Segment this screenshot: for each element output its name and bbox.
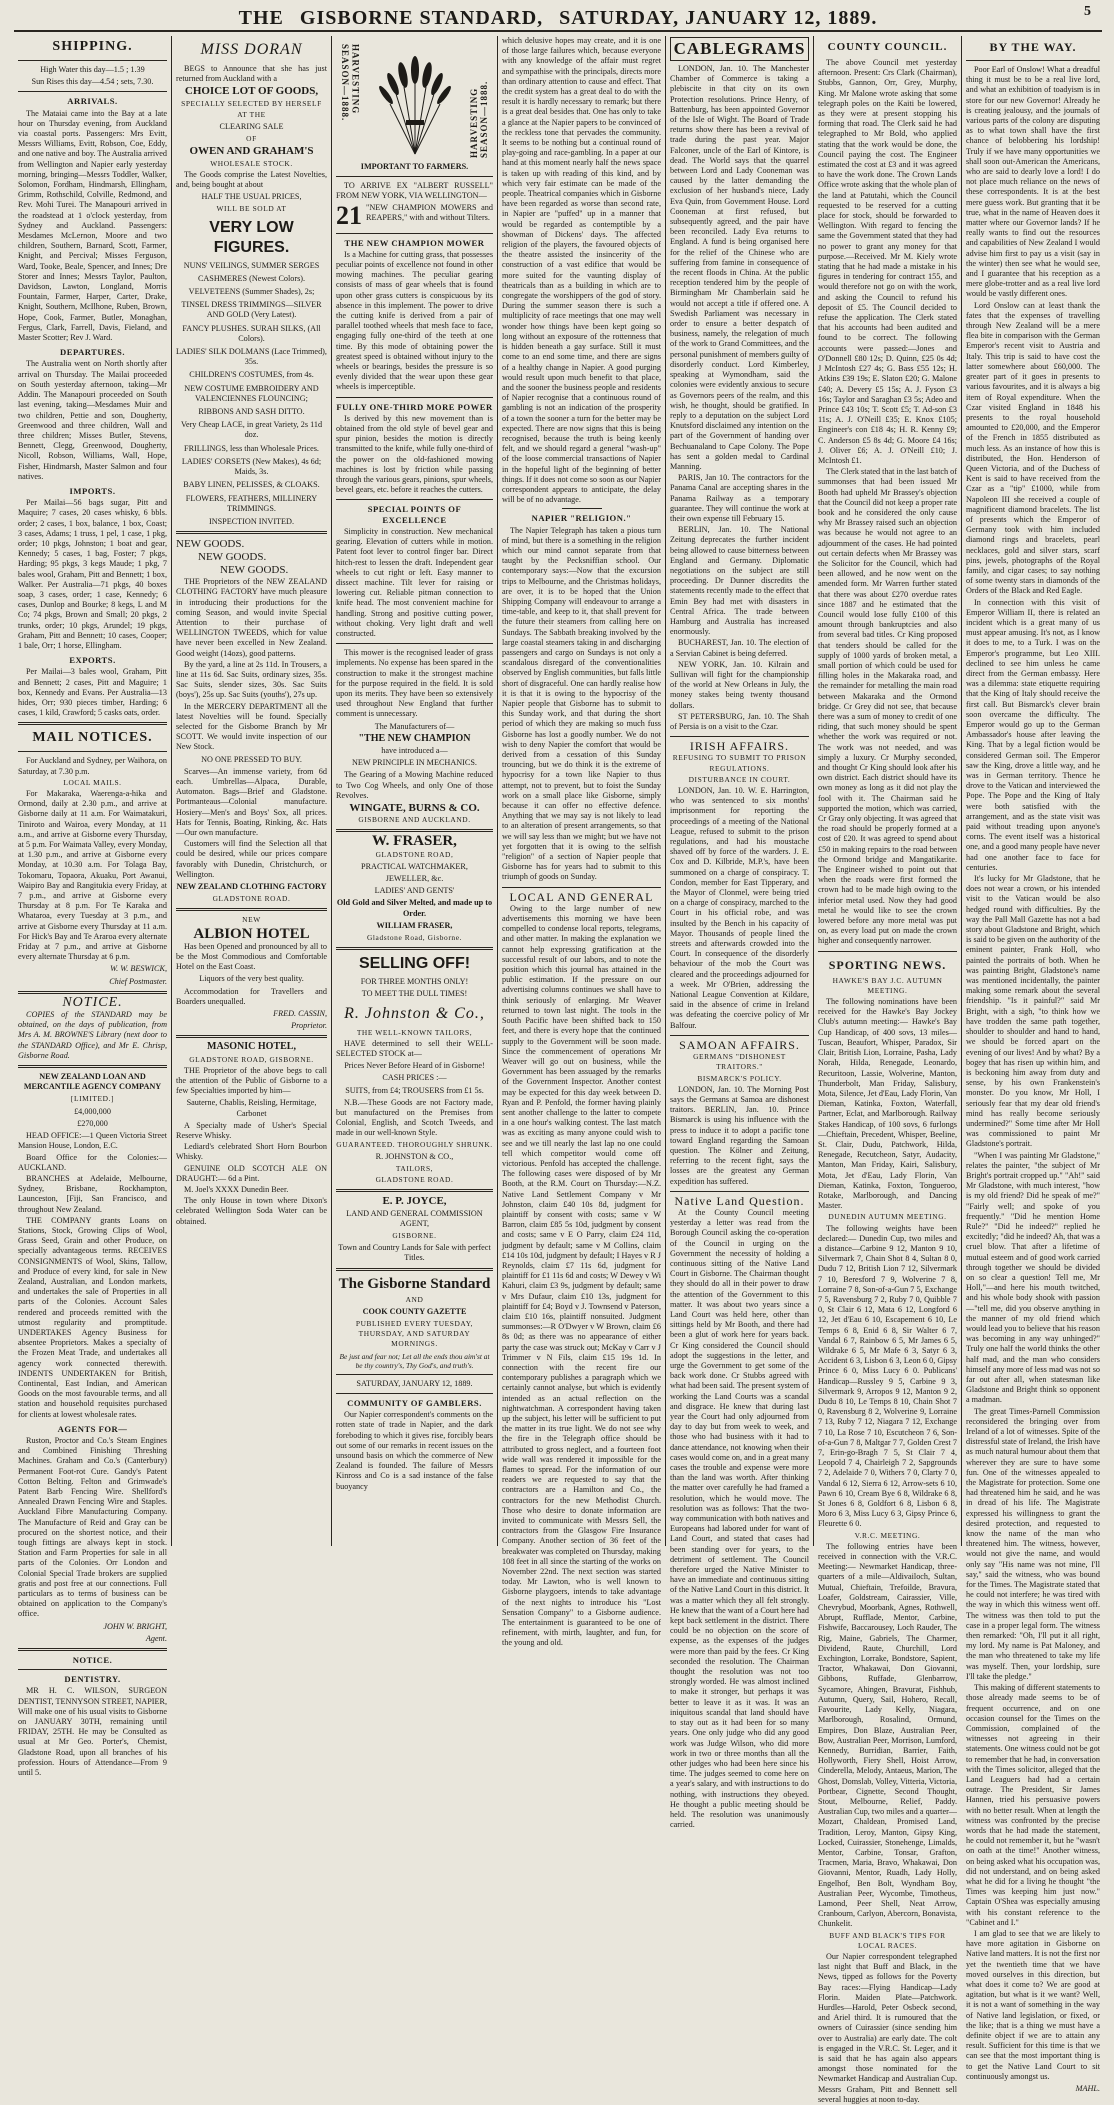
shipping-heading: SHIPPING. xyxy=(52,39,133,54)
inspection-invited: INSPECTION INVITED. xyxy=(208,516,295,526)
nz-clothing-factory: NEW ZEALAND CLOTHING FACTORY xyxy=(176,882,327,891)
fraser-address: GLADSTONE ROAD, xyxy=(375,849,454,859)
mail-text-1: For Auckland and Sydney, per Waihora, on Saturday, at 7.30 p.m. xyxy=(18,756,167,776)
rj-title: TAILORS, xyxy=(395,1164,434,1174)
brand-text-left: HARVESTING SEASON—1888. xyxy=(340,44,361,122)
arrive-text: TO ARRIVE EX "ALBERT RUSSELL" FROM NEW YORK, VIA WELLINGTON— xyxy=(336,181,493,201)
agents-text: Ruston, Proctor and Co.'s Steam Engines and Combined Finishing Threshing Machines. Graham and Co.'s (Canterbury) Permanent Foot-rot Cure. Gandy's Patent Cotton Belting. Felton and Grimwade's Patent Barb Fencing Wire. Shellford's Annealed Drawn Fencing Wire and Staples. Auckland Fibre Manufacturing Company. The Manufacture of Reid and Gray can be procured on the shortest notice, and their tough fittings are always kept in stock. Station and Farm Properties for sale in all parts of the Colonies. Orr London and Colonial Special Trade brokers are supplied gratis and post free at our connections. Full particulars as to terms of business can be obtained on application to the Company's office. xyxy=(18,1435,167,1619)
new-goods-1: NEW GOODS. xyxy=(176,538,245,551)
tides-line: High Water this day—1.5 ; 1.39 xyxy=(40,65,145,74)
local-general-text: Owing to the large number of new advertisements this morning we have been compelled to condense local reports, telegrams, and other matter. In making the explanation we cannot help expressing gratification at the successful result of our labors, and to note the position which this journal has attained in the public estimation. If the pressure on our advertising columns continues we shall have to think seriously of enlarging. Mr Weaver returned to town last night. The tools in the South Pacific have been shifted back to 150 feet, and there is every hope that the continued supply to the Government will be soon made. Since the commencement of operations Mr Weaver will go out on business, while the Government has been assuaged by the remarks of the Government Inspector. Another contest may be expected for this day week between D. Ryan and P. Penfold, the former having plainly sent another challenge to the latter to compete in a one hour's walking contest. The last match was as exciting as many anyone could wish to see and we till nearly the last lap no one could tell which competitor would come off victorious. Penfold has accepted the challenge. The following cases were disposed of by Mr Booth, at the R.M. Court on Thursday:—N.Z. Native Land Settlement Company v Mr Johnston, claim £40 10s 8d, judgment for plaintiff by consent with costs; same v W Barron, claim £85 5s 10d, judgment by consent and costs; same v E O Parry, claim £24 11d, judgment by default; same v M Collins, claim £14 10s 10d, judgment by default; I Hayes v R J Reynolds, claim £7 11s 6d, judgment for plaintiff for £1 11s 6d and costs; W Dewey v Wi Kahuri, claim £3 9s, judgment by default; same v Mrs Dufaur, claim £10 13s, judgment for plaintiff for £4; Boyd v J. Townsend v Paterson, claim £10 16s, plaintiff nonsuited. Judgment summonses:—R O'Dwyer v W Brown, claim £6 8s 0d; as there was no appearance of either party the case was struck out; McKay v Carr v J Trimmer v N Fils, claim £15 19s 1d. In connection with the recent fire our contemporary publishes a paragraph which we certainly cannot analyse, but which is evidently intended as an actual reflection on the nightwatchman. A correspondent having taken up the subject, his letter will be sufficient to put the matter in its true light. We do not see why the fire in the Telegraph office should be attributed to gross neglect, and a fourteen foot wide wall was rendered it impossible for the flames to spread. For the information of our readers we are requested to say that the contractors are a Hamilton and Co., the contractors for the new Methodist Church. Those who desire to donate information are invited to communicate with Messrs Sell, the contractors from the Glasgow Fire Insurance Company. Another section of 36 feet of the breakwater was completed on Thursday, making 108 feet in all since the starting of the works on November 22nd. The next section was started today. Mr Lawton, who is well known to Gisborne playgoers, intends to take advantage of the next nights to introduce his "Lost Sensation Company" to a Gisborne audience. The entertainment is guaranteed to be one of refinement, with mirth, laughter, and fun, for the young and old. xyxy=(502,903,661,1648)
albion-new: NEW xyxy=(242,915,261,925)
published-days: PUBLISHED EVERY TUESDAY, THURSDAY, AND SATURDAY MORNINGS. xyxy=(355,1319,474,1349)
well-known-tailors: THE WELL-KNOWN TAILORS, xyxy=(356,1027,473,1037)
board-office: Board Office for the Colonies:—AUCKLAND. xyxy=(18,1152,167,1172)
fully-heading: FULLY ONE-THIRD MORE POWER xyxy=(336,401,493,412)
rj-signature: R. JOHNSTON & CO., xyxy=(375,1151,454,1161)
by-the-way-6: The great Times-Parnell Commission reconsidered the bringing over from Ireland of a lot of witnesses. Spite of the distressful state of Ireland, the Irish have as much natural humour about them that wherever they are sure to have some fun. One of the witnesses appealed to the Magistrate for protection. Some one had threatened him he said, and he was in dread of his life. The Magistrate expressed his willingness to grant the desired protection, and requested to know the name of the man who threatened him. The witness, however, would not give the name, and would only say "His name was not mine, I'll say," said the witness, who was bound for the Times. The Magistrate stated that he could not interfere; he was tired with the way in which this witness went off. The witness was then told to put the case in a proper legal form. The witness then remarked: "Oh, I'll put it all right, my lord. My name is Pat Maloney, and the man who threatened to take my life was myself. Then, your lordship, sure I'll take the pledge." xyxy=(966,1406,1100,1681)
issue-date: SATURDAY, JANUARY 12, 1889. xyxy=(356,1378,473,1388)
by-the-way-5: "When I was painting Mr Gladstone," relates the painter, "the subject of Mr Bright's portrait cropped up." "Ah!" said Mr Gladstone, with much interest, "how is my old friend? Did he speak of me?" "Fairly well; and spoke of you frequently." "Did he mention Home Rule?" "Did he indeed?" replied he excitedly; "did he indeed? Ah, that was a cruel blow. That after a lifetime of mutual esteem and of good work carried through together we should be divided on so clear a question! Tell me, Mr Holl,"—and here his mouth twitched, and his whole body shook with passion—"tell me, did you observe anything in the manner of my old friend which would lead you to believe that his reason was becoming in any way unhinged?" Truly one half the world thinks the other half mad, and the man who considers himself any more of less mad was not so far out after all, when statesman like Gladstone and Bright think so opponent a madman. xyxy=(966,1150,1100,1405)
doran-item: LADIES' CORSETS (New Makes), 4s 6d; Maids, 3s. xyxy=(181,456,322,477)
hawkes-bay-heading: HAWKE'S BAY J.C. AUTUMN MEETING. xyxy=(832,975,943,995)
column-5 xyxy=(666,36,814,1830)
quantity-21: 21 xyxy=(336,200,362,230)
masthead-the: THE xyxy=(238,6,284,29)
johnston-text: HAVE determined to sell their WELL-SELECTED STOCK at— xyxy=(336,1038,493,1059)
manufacturers: The Manufacturers of— xyxy=(374,721,455,731)
owen-graham: OWEN AND GRAHAM'S xyxy=(189,145,314,158)
joyce-heading: E. P. JOYCE, xyxy=(382,1195,447,1208)
dunedin-heading: DUNEDIN AUTUMN MEETING. xyxy=(828,1212,947,1222)
gisborne-standard-title: The Gisborne Standard xyxy=(338,1275,491,1292)
wheat-sheaf-icon xyxy=(374,42,456,154)
exports-heading: EXPORTS. xyxy=(69,655,116,666)
cable-bucharest: BUCHAREST, Jan. 10. The election of a Servian Cabinet is being deferred. xyxy=(670,638,809,658)
dentistry-heading: DENTISTRY. xyxy=(64,1674,121,1685)
albion-accommodation: Accommodation for Travellers and Boarders unequalled. xyxy=(176,986,327,1006)
at-the: AT THE xyxy=(237,109,266,119)
irish-sub: REFUSING TO SUBMIT TO PRISON REGULATIONS. xyxy=(672,753,807,773)
champion-text: "NEW CHAMPION MOWERS and REAPERS," with and without Tilters. xyxy=(366,202,493,222)
by-the-way-2: Lord Onslow can at least thank the fates that the expenses of travelling through New Zealand will be a mere flea bite in comparison with the German Emperor's recent visit to Austria and Italy. This trip is said to have cost the latter somewhere about £60,000. The greater part of it goes in presents to various favourites, and it is always a big item of Royal expenditure. When the Czar visited England in 1848 his presents to the royal household amounted to £20,000, and the Emperor of the French in 1855 distributed as much less. As an instance of how this is distributed, the Hon. Henderson of Queen Victoria, and of the Duchess of Kent is said to have received from the Czar as a "tip" £1000, while from Napoleon III she received a couple of magnificent diamond bracelets. The list of presents which the Emperor of Germany took with him included diamond rings and bracelets, pearl necklaces, gold and silver stars, scarf pins, jewels, photographs of the Royal family, and cigar cases; to say nothing of some twenty stars in diamonds of the Orders of the Black and Red Eagle. xyxy=(966,300,1100,596)
mower-text: Is a Machine for cutting grass, that possesses peculiar points of excellence not found in other mowing machines. The peculiar gearing consists of mass of gear wheels that is found upon other grass cutters is conspicuous by its absence in this implement. The power to drive the cutting knife is derived from a pair of parallel toothed wheels that mesh face to face, engaging fully one-third of the teeth at one time. By this mode of obtaining power the greatest speed is obtained without injury to the wheels or bearings, besides the pressure is so evenly divided that the wear upon these gear wheels is imperceptible. xyxy=(336,249,493,392)
sun-line: Sun Rises this day—4.54 ; sets, 7.30. xyxy=(31,77,154,87)
doran-item: LADIES' SILK DOLMANS (Lace Trimmed), 35s. xyxy=(176,347,327,367)
william-fraser: WILLIAM FRASER, xyxy=(376,920,453,930)
new-champion: "THE NEW CHAMPION xyxy=(358,732,471,744)
albion-text: Has been Opened and pronounced by all to be the Most Commodious and Comfortable Hotel on the East Coast. xyxy=(176,941,327,972)
by-the-yard: By the yard, a line at 2s 11d. In Trousers, a line at 11s 6d. Sac Suits, ordinary sizes, 35s. Sac Suits, slender sizes, 30s. Sac Suits (boys'), 25s up. Sac Suits (youths'), 27s up. xyxy=(176,659,327,700)
watchmaker: PRACTICAL WATCHMAKER, xyxy=(361,861,468,871)
notice2-heading: NOTICE. xyxy=(72,1655,113,1666)
special-points-text: Simplicity in construction. New mechanical gearing. Elevation of cutters while in motion. Patent foot lever to control finger bar. Direct hitch-rest to lessen the draft. Independent gear wheels to cut right or left. Easy manner to dissect machine. Tilt lever for raising or lowering cut. Reliable pitman connection to knife head. The most convenient machine for handling. Strong and positive cutting power, without choking. Very light draft and well constructed. xyxy=(336,526,493,638)
selling-off: SELLING OFF! xyxy=(358,955,471,973)
cash-prices: CASH PRICES :— xyxy=(382,1073,447,1083)
half-prices: HALF THE USUAL PRICES, xyxy=(201,192,302,202)
customers-text: Customers will find the Selection all that could be desired, while our prices compare favorably with Dunedin, Christchurch, or Wellington. xyxy=(176,839,327,879)
guaranteed: GUARANTEED. THOROUGHLY SHRUNK. xyxy=(336,1139,493,1149)
doran-item: FANCY PLUSHES. SURAH SILKS, (All Colors). xyxy=(182,323,321,343)
beer-text: M. Joel's XXXX Dunedin Beer. xyxy=(184,1185,289,1195)
specially-selected: SPECIALLY SELECTED BY HERSELF xyxy=(181,98,322,108)
departures-text: The Australia went on North shortly after arrival on Thursday. The Mailai proceeded on South yesterday afternoon, taking—Mr Addin. The Manapouri proceeded on South last evening, taking—Mesdames Muir and two children, Pettie and son, Dougherty, Greenwood and three children, Wall and three children; Misses Butler, Stevens, Bennett, Clegg, Greenwood, Dougherty, Nicoll, Robson, Williams, Wall, Hope, Fisher, Hindmarsh, Master Salmon and four natives. xyxy=(18,359,167,481)
doran-item-list xyxy=(176,261,327,514)
fully-text: Is derived by this new movement than is obtained from the old style of bevel gear and spur pinion, besides the motion is directly transmitted to the knife, while fully one-third of the power on the old-fashioned mowing machines is lost by friction while passing through the various gears, pinions, spur wheels, bevel gears, etc. before it reaches the cutters. xyxy=(336,413,493,495)
capital-2: £270,000 xyxy=(77,1118,108,1128)
by-the-way-heading: BY THE WAY. xyxy=(989,40,1077,54)
dixon-text: The only House in town where Dixon's celebrated Wellington Soda Water can be obtained. xyxy=(176,1196,327,1226)
local-general-heading: LOCAL AND GENERAL xyxy=(509,889,654,904)
doran-item: BABY LINEN, PELISSES, & CLOAKS. xyxy=(183,480,320,490)
mower-note: This mower is the recognised leader of grass implements. No expense has been spared in the construction to make it the strongest machine for the purpose required in the field. It is sold upon its merits. They have been so extensively used throughout New England that further comment is unnecessary. xyxy=(336,648,493,719)
doran-item: CHILDREN'S COSTUMES, from 4s. xyxy=(189,370,314,380)
column-1 xyxy=(14,36,172,1778)
doran-item: FRILLINGS, less than Wholesale Prices. xyxy=(184,443,319,453)
cable-new-york: NEW YORK, Jan. 10. Kilrain and Sullivan will fight for the championship of the world at New Orleans in July, the money stakes being twenty thousand dollars. xyxy=(670,659,809,710)
prices-never: Prices Never Before Heard of in Gisborne! xyxy=(344,1061,485,1071)
sporting-news-heading: SPORTING NEWS. xyxy=(828,957,947,972)
county-council-text-2: The Clerk stated that in the last batch of summonses that had been issued Mr Booth had upheld Mr Brassey's objection that the Council did not keep a proper rate book and he considered the only cause why Mr Brassey raised such an objection was because he would not agree to an adjournment of the cases. He had pointed out certain defects when Mr Brassey was the Solicitor for the Council, which had been allowed, and he now went on the amended form. Mr Warren further stated that there was about £270 overdue rates since 1887 and he estimated that the Council would lose fully £100 of this amount through bankruptcies and also from several bad titles. Cr King proposed that tenders should be called for the supply of 1000 yards of broken metal, a small portion of which could be used for filling holes in the Makaraka road, and the remainder for metalling the main road between Makaraka and the Ormond bridge. Cr Grey did not see, that because there was a sum of money to credit of one riding, that such money should be spent whether the work was required or not. The work was not needed, and was simply a luxury. Cr Murphy seconded, and thought Cr King should look after his own district. Each district should have its own money as long as it did not play the fool with it. The Chairman said he supported the motion, which was carried, Cr Gray only objecting. It was agreed that the road should be properly formed at a cost of £20. It was agreed to spend about £50 in making repairs to the road between the Ormond bridge and Mangatikarite. The Engineer wished to point out that when the roads were first formed the crown had to be made high owing to the inferior metal used. Now they had good metal he would like to see the crown lowered before any more metal was put on, as every load put on made the crown higher and consequently narrower. xyxy=(818,467,957,946)
harvest-brand xyxy=(336,38,493,158)
napier-religion-text: The Napier Telegraph has taken a pious turn of mind, but there is a something in the religion which our mind cannot separate from that taught by the Pecksniffian school. Our contemporary says:—Now that the excursion trips to Melbourne, and the Christmas holidays, are over, it is to be hoped that the Union Shipping Company will endeavour to arrange a time-table, and keep to it, that shall prevent for the future their steamers from calling here on Sundays. The Sabbath breaking involved by the large coastal steamers taking in and discharging passengers and cargo on Sundays is not only a scandalous disregard of the conventionalities observed by English communities, but falls little short of disgraceful. One can hardly realise how it is that it is owing to the hypocrisy of the Napier people that Gisborne has to submit to this Sunday work, and that during the short period of which they are making so much fuss Gisborne has lost a goodly number. We do not wish to deny Napier the comfort that would be derived from a cessation of this Sunday trouncing, but we do think it is the extreme of hypocrisy for a town like Napier to thus attempt, not to prevent, but to foist the Sunday work on a small place like Gisborne, simply because it can offer no effective defence. Anything that we may say is not likely to lead to an alteration of present arrangements, so that we will say less than we might; but we have not yet forgotten that it is owing to the selfish "religion" of a section of Napier people that Gisborne has for years had to submit to this triumph of goods on Sunday. xyxy=(502,525,661,882)
masonic-address: GLADSTONE ROAD, GISBORNE. xyxy=(189,1054,314,1064)
masthead xyxy=(14,6,1102,32)
nz-clothing-text: THE Proprietors of the NEW ZEALAND CLOTHING FACTORY have much pleasure in introducing their productions for the coming Season, and would invite Special Attention to their purchase of WELLINGTON TWEEDS, which for value have never been excelled in New Zealand. Good weight (14ozs), good patterns. xyxy=(176,577,327,658)
of-label: OF xyxy=(246,134,257,144)
company-text: THE COMPANY grants Loans on Stations, Stock, Growing Clips of Wool, Grass Seed, Grain and other Produce, on specially advantageous terms. RECEIVES CONSIGNMENTS of Wool, Skins, Tallow, and Produce of every kind, for sale in New Zealand, Australian, and London markets, and undertakes the sale of Properties in all parts of the Colonies. Account Sales rendered and proceeds remitted with the utmost regularity and promptitude. UNDERTAKES Agency Business for absentee Proprietors. Makes a specialty of the Frozen Meat Trade, and undertakes all agency work connected therewith. INDENTS UNDERTAKEN for British, Continental, East Indian, and American Goods on the most favourable terms, and all station and household requisites purchased for clients at lowest wholesale rates. xyxy=(18,1215,167,1419)
bismarck-heading: BISMARCK'S POLICY. xyxy=(697,1073,782,1083)
new-goods-3: NEW GOODS. xyxy=(220,564,289,577)
mail-text-2: For Makaraka, Waerenga-a-hika and Ormond, daily at 2.30 p.m., and arrive at Gisborne daily at 11 a.m. For Waimatakuri, Tiniroto and Wairoa, every Monday, at 11 a.m., and arrive at Gisborne every Thursday, at 5 p.m. For Waimata Valley, every Monday, at 1.30 p.m., and arrive at Gisborne every Monday, at 10.30 a.m. For Tolaga Bay, Tokomaru, Topaora, Akuaku, Port Awanui, Waipiro Bay and Rangitukia every Friday, at 7 p.m., and arrive at Gisborne every Thursday at 8 p.m. For Te Karaka and Whataroa, every Tuesday at 3 p.m., and arrive at Gisborne every Thursday at 11 a.m. For Hick's Bay and Te Araroa every alternate Friday at 7 p.m., and arrive at Gisborne every alternate Thursday at 6 p.m. xyxy=(18,789,167,962)
notice-heading: NOTICE. xyxy=(62,994,123,1010)
goods-text: The Goods comprise the Latest Novelties, and, being bought at about xyxy=(176,169,327,190)
cable-berlin: BERLIN, Jan. 10. The National Zeitung deprecates the further incident being allowed to cause bitterness between England and Germany. Diplomatic negotiations on the subject are still proceeding. Dr Dunner discredits the statements recently made to the effect that Emin Bey had met with disasters in Central Africa. The trade between Hamburg and Australia has increased enormously. xyxy=(670,525,809,637)
scarves-text: Scarves—An immense variety, from 6d each. Umbrellas—Alpaca, Durable, Automaton. Bags—Brief and Gladstone. Portmanteaus—Colonial manufacture. Hosiery—Men's and Boys' Sox, all prices. Hats for Tennis, Boating, Rinking, &c. Hats—Our own manufacture. xyxy=(176,766,327,837)
sporting-text: The following nominations have been received for the Hawke's Bay Jockey Club's autumn meeting:— Hawke's Bay Cup Handicap, of 400 sovs, 13 miles—Tuscan, Beaufort, Whisper, Paradox, Sir Clair, British Lion, Lorraine, Pasha, Lady Norah, Hilda, Renegade, Leonardo, Recuritoon, Lassie, Wolverine, Manton, Thunderbolt, Man Friday, Salisbury, Mota, Silence, Jet d'Eau, Lady Florin, Van Dieman, Katinka, Foxton, Waterfall, Partner, Eclat, and Marlborough. Railway Stakes Handicap, of 100 sovs, 6 furlongs—Chieftain, Precedent, Whisper, Beeline, St. Clair, Dudu, Patchwork, Hilda, Renegade, Recutcheon, Satyr, Audacity, Manton, Man Friday, Kairi, Salisbury, Mota, Jet d'Eau, Lady Florin, Van Dieman, Katinka, Foxton, Tongueroo, Rotake, Marlborough, and Dancing Master. xyxy=(818,997,957,1211)
by-the-way-1: Poor Earl of Onslow! What a dreadful thing it must be to be a real live lord, and what an exhibition of toadyism is in store for our new Governor! Already he is creating jealousy, and the journals of various parts of the colony are disputing as to what town shall have the first chance of belobbering his lordship! Truly if we have many opportunities we shall soon out-American the Americans, who are said to dearly love a lord! I do not place much reliance on the news of these correspondents. It is at the best mere guess work. But granting that it be true, what in the name of Heaven does it matter where our Governor lands? If he really wants to find out the resources and capabilities of New Zealand I would advise him first to pay us a visit (say in the winter) then see what he would see, and I guarantee that his reception as a mere globe-trotter and as a real live lord would be vastly different ones. xyxy=(966,65,1100,299)
native-land-text: At the County Council meeting yesterday a letter was read from the Borough Council asking the co-operation of the Council in urging on the Government the necessity of holding a continuous sitting of the Native Land Court in Gisborne. The Chairman thought they should do all in their power to draw the attention of the Government to this matter. It was about two years since a Land Court was held here, other than sittings held by Mr Booth, and there had been a glut of work here for years back. Cr King considered the Council should adopt the suggestions in the letter, and urge the Government to get some of the back work done. Cr Stubbs agreed with what had been said. The present system of working the Land Courts was a scandal and disgrace. He knew that during last year the Court had only adjourned from day to day but from week to week, and those who had business with it had to dance attendance, not knowing when their cases would come on, and in a great many cases the trouble and expense were more than the land was worth. After thinking the matter over carefully he had framed a resolution, which he would move. The resolution was as follows: That the two-way communication with both natives and Europeans had labored under for want of Land Court, and stated that cases had been standing over for years, to the detriment of settlement. The Council therefore urged the Native Minister to have an immediate and continuous sitting of the Native Land Court in this district. It was a matter which they all felt strongly. He knew that the want of a Court here had kept back settlement in the district. There could be no objection on the score of expense, as the expenses of the judges were more than paid by the fees. Cr King seconded the resolution. The Chairman thought the resolution was not too strongly worded. He was almost inclined to make it stronger, but perhaps it was better to leave it as it was. It was an iniquitous scandal that land should have to stay out as it had been for so many years. One only judge who did any good work was Judge Wilson, who did more work in two or three months than all the other judges who had been here since his time. The judges seemed to come here on a year's salary, and with instructions to do nothing, with instructions they obeyed. He thought a public meeting should be held. The resolution was unanimously carried. xyxy=(670,1207,809,1830)
samoan-sub: GERMANS "DISHONEST TRAITORS." xyxy=(693,1052,786,1072)
masonic-text: THE Proprietor of the above begs to call the attention of the Public of Gisborne to a few Specialties imported by him— xyxy=(176,1065,327,1096)
postmaster-title: Chief Postmaster. xyxy=(109,976,167,986)
albion-proprietor-title: Proprietor. xyxy=(291,1021,327,1031)
new-goods-2: NEW GOODS. xyxy=(198,551,267,564)
jeweller: JEWELLER, &c. xyxy=(385,873,444,883)
doran-item: VELVETEENS (Summer Shades), 2s; xyxy=(188,287,315,297)
column-grid xyxy=(14,36,1104,2104)
column-4 xyxy=(498,36,666,1648)
column-6 xyxy=(814,36,962,2104)
albion-proprietor: FRED. CASSIN, xyxy=(273,1009,327,1019)
suits-prices: SUITS, from £4; TROUSERS from £1 5s. xyxy=(345,1085,484,1095)
by-the-way-3: In connection with this visit of Emperor William II, there is related an incident which is a great many of us must appear amusing. It's not, as I know it does to me, to a Turk. I was on the Emperor's programme, but Leo XIII. declined to see him unless he came direct from the German embassy. Here was a dilemma: state etiquette requiring that the King of Italy should receive the first call. But Bismarck's clever brain soon overcame the difficulty. The Emperor would go up to the German Ambassador's house after leaving the King. That by a legal fiction would be considered German soil. The Emperor saw the King, drove a little way, and he was in German territory. Thence he drove to the Vatican and interviewed the Pope. The Pope and the King of Italy were both satisfied with the arrangement, and as the state visit was paid without treading upon anyone's corns. The event itself was a historical one, and a good many people have never had one another face to face for centuries. xyxy=(966,597,1100,872)
introduced: have introduced a— xyxy=(381,745,448,755)
nz-loan-limited: [LIMITED.] xyxy=(70,1094,115,1104)
column-2 xyxy=(172,36,332,1546)
cable-st-petersburg: ST PETERSBURG, Jan. 10. The Shah of Persia is on a visit to the Czar. xyxy=(670,711,809,731)
agents-heading: AGENTS FOR— xyxy=(57,1423,128,1434)
doran-item: FLOWERS, FEATHERS, MILLINERY TRIMMINGS. xyxy=(185,493,318,513)
agent-title: Agent. xyxy=(145,1633,167,1643)
very-low-figures: VERY LOW FIGURES. xyxy=(209,218,294,256)
albion-hotel: ALBION HOTEL xyxy=(193,925,310,942)
masthead-title: GISBORNE STANDARD, xyxy=(299,6,544,29)
agent-signature: JOHN W. BRIGHT, xyxy=(103,1621,167,1631)
doran-item: NEW COSTUME EMBROIDERY AND VALENCIENNES FLOUNCING; xyxy=(184,383,319,403)
doran-item: RIBBONS AND SASH DITTO. xyxy=(198,407,305,417)
choice-lot: CHOICE LOT OF GOODS, xyxy=(184,85,319,98)
buff-black-text: Our Napier correspondent telegraphed last night that Buff and Black, in the News, tipped as follows for the Poverty Bay races:—Flying Handicap—Lady Florin. Maiden Plate—Patchwork. Hurdles—Harold, Peter Osbeck second, and Ariel third. It is rumoured that the owners of Cuirassier (since sending him over to Australia) are early date. The colt is engaged in the V.R.C. St. Leger, and it is said that he has again also appears amongst those nominated for the Newmarket Handicap and Australian Cup. Messrs Graham, Pitt and Bennett sell several huggies at noon to-day. xyxy=(818,1951,957,2104)
cook-county-gazette: COOK COUNTY GAZETTE xyxy=(362,1306,467,1316)
imports-heading: IMPORTS. xyxy=(69,485,116,496)
doran-item: CASHMERES (Newest Colors). xyxy=(197,273,306,283)
buff-black-heading: BUFF AND BLACK'S TIPS FOR LOCAL RACES. xyxy=(829,1930,946,1950)
clearing-sale: CLEARING SALE xyxy=(219,122,284,132)
mower-heading: THE NEW CHAMPION MOWER xyxy=(344,237,485,248)
dunedin-text: The following weights have been declared:— Dunedin Cup, two miles and a distance—Carbine 9 12, Manton 9 10, Silvermark 7, Chain Shot 8 4, Sultan 8 0, Dudu 7 12, British Lion 7 12, Silvermark 7 10, Beresford 7 9, Wolverine 7 8, Lorraine 7 8, Son-of-a-Gun 7 5, Exchange 7 5, Ravensburg 7 2, Ruby 7 0, Quibble 7 0, St Clair 6 12, Mata 6 12, Longford 6 12, Jet d'Eau 6 10, Escapement 6 10, Le Temps 6 8, Enid 6 8, Sir Walter 6 7, Vandal 6 7, Rainbow 6 5, Mr James 6 5, Wildrake 6 5, Mr Mafe 6 3, Satyr 6 3, Accident 6 3, Lisbon 6 3, Leon 6 0, Gipsy Prince 6 0, Miss Lucy 6 0. Publicans' Handicap—Russley 9 5, Carbine 9 3, Silvermark 9, Arropos 9 12, Manton 9 2, Dudu 8 10, Le Temps 8 10, Chain Shot 7 0, Ravensburg 8 2, Wolverine 9, Lorraine 7 13, Ruby 7 12, Niagara 7 12, Exchange 7 10, La Rose 7 10, Escutcheon 7 6, Son-of-a-Gun 7 8, Maltgar 7 7, Golden Crest 7 7, Erin-go-Bragh 7 5, St Clair 7 4, Leopold 7 4, Chairleigh 7 2, Sapgrounds 7 2, Adelaide 7 0, Withers 7 0, Clarty 7 0, Vandal 6 12, Sierra 6 12, Arrow-sets 6 10, Pawn 6 10, Cream Bye 6 8, Wildrake 6 8, St Jones 6 8, Goldfort 6 8, Lisbon 6 8, Moro 6 3, Miss Lucy 6 3, Gipsy Prince 6, Fleurette 6 0. xyxy=(818,1223,957,1529)
william-fraser-address: Gladstone Road, Gisborne. xyxy=(366,933,463,942)
new-principle: NEW PRINCIPLE IN MECHANICS. xyxy=(352,758,477,768)
head-office: HEAD OFFICE:—1 Queen Victoria Street Mansion House, London, E.C. xyxy=(18,1131,167,1151)
special-points-heading: SPECIAL POINTS OF EXCELLENCE xyxy=(367,504,462,525)
wingate-address: GISBORNE AND AUCKLAND. xyxy=(358,815,471,825)
arrivals-text: The Mataiai came into the Bay at a late hour on Thursday evening, from Auckland via coastal ports. Passengers: Mrs Evitt, Messrs Williams, Evitt, Robson, Coe, Eddy, and one native and boy. The Australia arrived from Wellington and Napier early yesterday morning, bringing—Messrs Toddler, Walker, Solomon, Fordham, Hindmarsh, Ellingham, Grimm, Rothschild, Colville, Redmond, and Rev. Mohi Turei. The Manapouri arrived in the roadstead at 1 o'clock yesterday, from Sydney and Auckland. Passengers: Mesdames McLernon, Moore and two children, Southern, Barnard, Scott, Farmer, Knight, and Percival; Misses Ferguson, Ward, Tooke, Beale, Spencer, and Innes; Dre Storer and Innes; Messrs Taylor, Paulton, Davidson, Lawton, Longland, Morris Fountain, Farmer, Harper, Carter, Drake, Knight, Southern, McIlhone, Ruben, Brown, Hope, Cook, Farmer, Butler, Monaghan, Fergus, Clark, Farrell, Davis, Fieland, and Master Scotter; Rev J. Ward. xyxy=(18,108,167,343)
exports-text: Per Mailai—3 bales wool, Graham, Pitt and Bennett; 2 cases, Pitt and Maguire; 1 box, Kennedy and Evans. Per Australia—13 hides, Orr; 930 pieces timber, Harding; 6 cases, 1 kild, Crawford; 5 casks oats, order. xyxy=(18,667,167,718)
wholesale-stock: WHOLESALE STOCK. xyxy=(210,158,293,168)
capital-1: £4,000,000 xyxy=(74,1106,111,1116)
nb-text: N.B.—These Goods are not Factory made, but manufactured on the Premises from Colonial, English, and Scotch Tweeds, and made in our well-known Style. xyxy=(336,1097,493,1138)
napier-religion-heading: NAPIER "RELIGION." xyxy=(531,513,632,524)
important-to-farmers: IMPORTANT TO FARMERS. xyxy=(360,162,469,171)
dentistry-text: MR H. C. WILSON, SURGEON DENTIST, TENNYSON STREET, NAPIER, Will make one of his usual visits to Gisborne on JANUARY 30TH, remaining until FRIDAY, 25TH. He may be Consulted as usual at Mr Geo. Porter's, Chemist, Gladstone Road, upon all branches of his profession. Hours of Attendance—From 9 until 5. xyxy=(18,1686,167,1778)
notice-text: COPIES of the STANDARD may be obtained, on the days of publication, from Mrs A. M. BROWNE'S Library (next door to the STANDARD Office), and Mr E. Chrisp, Gisborne Road. xyxy=(18,1010,167,1060)
gamblers-text: Our Napier correspondent's comments on the rotten state of trade in Napier, and the dark foreboding to which it gives rise, forcibly bears out some of our remarks in recent issues on the unsound basis on which the commerce of New Zealand is founded. The failure of Messrs Kinross and Co is a sad instance of the false buoyancy xyxy=(336,1410,493,1491)
miss-doran-heading: MISS DORAN xyxy=(200,41,303,58)
arrivals-heading: ARRIVALS. xyxy=(67,96,118,107)
nz-clothing-address: GLADSTONE ROAD. xyxy=(212,894,291,904)
masonic-hotel: MASONIC HOTEL, xyxy=(207,1041,296,1053)
masthead-date: SATURDAY, JANUARY 12, 1889. xyxy=(559,6,878,29)
joyce-text: LAND AND GENERAL COMMISSION AGENT, xyxy=(346,1208,483,1228)
mercery-text: In the MERCERY DEPARTMENT all the latest Novelties will be found. Specially selected for the Gisborne Branch by Mr SCOTT. We would invite inspection of our New Stock. xyxy=(176,701,327,752)
vrc-heading: V.R.C. MEETING. xyxy=(854,1530,921,1540)
gamblers-heading: COMMUNITY OF GAMBLERS. xyxy=(347,1397,482,1408)
postmaster-name: W. W. BESWICK, xyxy=(110,964,167,974)
cable-paris: PARIS, Jan 10. The contractors for the Panama Canal are accepting shares in the Panama Railway as a temporary guarantee. They will continue the work at their own expense till February 15. xyxy=(670,473,809,523)
rj-address: GLADSTONE ROAD. xyxy=(375,1175,454,1185)
ladies-gents: LADIES' AND GENTS' xyxy=(374,886,455,896)
doran-text: BEGS to Announce that she has just returned from Auckland with a xyxy=(176,64,327,84)
samoan-text: LONDON, Jan. 10. The Morning Post says the Germans at Samoa are dishonest traitors. BERLIN, Jan. 10. Prince Bismarck is using his influence with the press to induce it to adopt a pacific tone toward England regarding the Samoan question. The Kölner and Zeitung, referring to the recent fight, says the losses are the greatest any German expedition has suffered. xyxy=(670,1084,809,1186)
by-the-way-7: This making of different statements to those already made seems to be of frequent occurrence, and on one occasion counsel for the Times on the Commission, complained of the witnesses not agreeing in their statements. One witness could not be got to remember that he had, in conversation with the Times solicitor, alleged that the Land Leaguers had had a certain outrage. The President, Sir James Hannen, tried his persuasive powers with no better result. When at length the witness was confronted by the precise words that he had made the statement, he could not remember it, but he "wasn't on oath at the time!" Another witness, on being asked what his occupation was, did not understand, and on being asked what he did for a living he thought "the Times was keeping him just now." Captain O'Shea was especially amusing with his constant reference to the "Cabinet and I." xyxy=(966,1683,1100,1927)
albion-liquors: Liquors of the very best quality. xyxy=(199,974,304,984)
dull-times: TO MEET THE DULL TIMES! xyxy=(361,989,468,999)
cablegrams-heading: CABLEGRAMS xyxy=(670,37,809,61)
by-the-way-4: It's lucky for Mr Gladstone, that he does not wear a crown, or his intended visit to the Vatican would be also hedged round with difficulties. By the way the Pall Mall Gazette has not a bad story about Gladstone and Bright, which is said to be given on the authority of the eminent painter, Frank Holl, who painted the portraits of both. When he was painting Bright, Gladstone's name was mentioned incidentally, the painter making some remark about the several friendship. "Is it painful?" said Mr Bright, with a sigh, "to think how we have trodden the same path together, shoulder to shoulder and hand to hand, we should be forced apart on the evening of our lives! And by what? By a bogey that has risen up within him, and is beckoning him away from duty and sense, by his own Frankenstein's monster. Do you know, Mr Holl, I seriously fear that my dear old friend's mind has really become seriously undermined?" Some time after Mr Holl was commissioned to paint Mr Gladstone's portrait. xyxy=(966,874,1100,1149)
native-land-heading: Native Land Question. xyxy=(674,1193,805,1208)
county-council-text: The above Council met yesterday afternoon. Present: Crs Clark (Chairman), Stubbs, Gannon, Orr, Grey, Murphy, King. Mr Malone wrote asking that some telegraph poles on the Kaiti be lowered, as they were at present stopping his forming that road. The Clerk said he had telegraphed to Mr Bold, who applied stating that the work would be done, the Council paying the cost. The Engineer estimated the cost at £3 and it was agreed to have the work done. The Crown Lands Office wrote asking that the whole plan of the land at Patutahi, which the Council requested to be reserved for a cutting place for stock, should be forwarded to Wellington. With regard to fencing the same the Government stated that they had no power to grant any money for that purpose.—Received. Mr M. Kiely wrote stating that he had made a mistake in his figures in tendering for contract 155, and would therefore not go on with the work, and asking the Council to refund his deposit of £5. The Council decided to refuse the application. The Clerk stated that his accounts had been audited and found to be correct. The following accounts were passed:—Jones and O'Donnell £80 12s; D. Quinn, £25 0s 4d; J McIntosh £27 4s; G. Bass £55 12s; H. Atkins £39 19s; E. Slaton £20; G. Malone £40; A. Devery £5 15s; A. J. Fyson £3 16s; Taylor and Saraghan £3 5s; Adeo and Prince £43 10s; T. Scott £5; T. Ad-son £3 11s; A. J. O'Neill £35; E. Knox £105; Engineer's con £18 4s; H. R. Kenny £9; C. Anderson £5 8s 4d; G. Moore £4 16s; J. Oliver £6; A. J. O'Neill £10; J. McIntosh £1. xyxy=(818,58,957,465)
by-the-way-signature: MAHL. xyxy=(1075,2084,1100,2094)
cable-london: LONDON, Jan. 10. The Manchester Chamber of Commerce is taking a plebiscite in that city on its own Protection resolutions. Prince Henry, of Battenburg, has been appointed Governor of the Isle of Wight. The Board of Trade returns show there has been a revival of trade during the past year. Major Falconer, uncle of the Earl of Kintore, is dead. The World says that the quarrel between Lord and Lady Cooneman was caused by the latter demanding the exclusion of her husband's niece, Lady Eva Quin, from Government House. Lord Cooneman at first refused, but subsequently agreed, and the pair have been reconciled. Lady Eva returns to England. A fund is being organised here for the relief of the Chinese who are suffering from famine in consequence of the recent floods in China. At the public reception tendered him by the people of Birmingham Mr Chamberlain said he would not accept a title if offered one. A Swedish Parliament was necessary in order to ensure a better despatch of business, namely, the relegation of much of the work to Grand Committees, and the personal punishment of members guilty of disorderly conduct. Lord Kimberley, speaking at Wymondham, said the colonies were evidently anxious to secure as Governors peers of the realm, and this wish, he thought, should be gratified. In reply to a deputation on the subject Lord Knutsford disclaimed any intention on the part of the Government of handing over Bechuanaland to Cape Colony. The Pope has sent a golden medal to Cardinal Manning. xyxy=(670,64,809,471)
masonic-specialties: Sauterne, Chablis, Reisling, Hermitage, Carbonet xyxy=(186,1098,317,1118)
lediard-text: Lediard's celebrated Short Horn Bourbon Whisky. xyxy=(176,1142,327,1162)
irish-text: LONDON, Jan. 10. W. E. Harrington, who was sentenced to six months' imprisonment for reporting the proceedings of a meeting of the National League, refused to submit to the prison regulations, and had his moustache shaved off by force of the warders. J. E. Cox and D. Kilbride, M.P.'s, have been summoned on a charge of conspiracy. T. Condon, member for East Tipperary, and the Mayor of Clonmel, were being tried on a charge of conspiracy, marched to the Court in his official robe, and was insulted by the Bench in his capacity of Mayor. Thousands of people lined the streets and afterwards crowded into the Court. In consequence of the disorderly behaviour of the mob the Court was cleared and the proceedings adjourned for a week. Mr O'Brien, addressing the National League Convention at Kildare, said in the absence of crime in Ireland was defeating the coercive policy of Mr Balfour. xyxy=(670,786,809,1030)
will-be-sold: WILL BE SOLD AT xyxy=(216,204,287,214)
departures-heading: DEPARTURES. xyxy=(60,347,125,358)
disturbance-heading: DISTURBANCE IN COURT. xyxy=(688,774,791,784)
doran-item: Very Cheap LACE, in great Variety, 2s 11d doz. xyxy=(180,420,323,440)
samoan-affairs-heading: SAMOAN AFFAIRS. xyxy=(679,1037,800,1052)
editorial-continued: which delusive hopes may create, and it is one of those large failures which, because everyone with any knowledge of the affair must regret and sympathise with the principals, directs more than ordinary attention to cause and effect. That the credit system has a great deal to do with the result it is hardly necessary to remark; but there is a great deal besides that. One has only to take a glance at the Napier papers to be convinced of the reckless tone that pervades the community. It seems to be nothing but a continual round of play-going and race-gambling. In a paper at our hand at this moment nearly half the news space is taken up with reading of this kind, and by which very fair estimate can be made of the people. Theatrical companies which in Gisborne have been regarded as worse than second rate, in Napier are "puffed" up in a manner that would be regarded as contemptible by a showman of Dickens' days. The affected religion of the players, the favoured objects of the theatre assisted the insincerity of the construction of a vast edifice that would be more suited for the vaunting display of theatricals than as a building in which are to congregate the worshippers of the god of story. During the summer season there is such a multiplicity of race meetings that one may well wonder how things have been kept going so long without an exposure of the rottenness that is hidden beneath a gay surface. Still it must come to an end some time, and there are signs of a healthy change in Napier. A good purging would result upon much benefit to that place, and the sooner the business people and residents of Napier recognise that a continuous round of gambling is not an indication of the prosperity of a town the sooner a turn for the better may be expected. There are now signs that this is being recognised, because the truth is being keenly felt, and we should regard a general "wash-up" of the loose commercial transactions of Napier in the hopeful light of the beginning of better things. If it does not come so soon as our Napier correspondent appears to anticipate, the delay will be of no advantage. xyxy=(502,36,661,505)
irish-affairs-heading: IRISH AFFAIRS. xyxy=(689,739,790,754)
imports-text: Per Mailai—56 bags sugar, Pitt and Maquire; 7 cases, 20 cases whisky, 6 bbls. order; 2 cases, 1 box, balance, 1 box, Coast; 3 cases, Adams; 1 truss, 1 pel, 1 case, 1 pkg, order; 10 pkgs, Johnston; 1 boat and gear, Kennedy; 5 cases, 1 bag, Foster; 7 pkgs, Harding; 95 pkgs, 3 kegs Maude; 1 pkg, 7 bales wool, Graham, Pitt and Bennett; 1 box, Walker. Per Australia—71 pkgs, 40 boxes soap, 3 cases, order; 1 case, Kennedy; 6 cases, Dunlop and Bourke; 8 kegs, L and M Co; 74 pkgs, Brown and Small; 20 pkgs, 2 trunks, order; 10 pkgs, Arundel; 19 pkgs, Graham, Pitt and Bennett; 10 cases, Cooper; 1 bale, Orr; 1 horse, Ellingham. xyxy=(18,498,167,650)
motto: Be just and fear not; Let all the ends thou aim'st at be thy country's, Thy God's, and truth's. xyxy=(339,1351,490,1370)
nz-loan-heading: NEW ZEALAND LOAN AND MERCANTILE AGENCY COMPANY xyxy=(23,1072,162,1092)
mail-notices-heading: MAIL NOTICES. xyxy=(32,730,153,746)
brand-text-right: HARVESTING SEASON—1888. xyxy=(468,80,489,158)
local-mails-heading: LOCAL MAILS. xyxy=(63,777,122,787)
fraser-heading: W. FRASER, xyxy=(372,833,457,850)
joyce-address: GISBORNE. xyxy=(392,1231,437,1241)
old-gold: Old Gold and Silver Melted, and made up to Order. xyxy=(336,898,493,918)
doran-item: TINSEL DRESS TRIMMINGS—SILVER AND GOLD (Very Latest). xyxy=(181,300,322,320)
gearing-text: The Gearing of a Mowing Machine reduced to Two Cog Wheels, and only One of those Revolves. xyxy=(336,770,493,800)
branches: BRANCHES at Adelaide, Melbourne, Sydney, Brisbane, Rockhampton, Launceston, [Fiji, San Francisco, and throughout New Zealand. xyxy=(18,1173,167,1214)
three-months: FOR THREE MONTHS ONLY! xyxy=(360,977,469,987)
column-3 xyxy=(332,36,498,1546)
no-one-pressed: NO ONE PRESSED TO BUY. xyxy=(201,754,302,764)
by-the-way-8: I am glad to see that we are likely to have more agitation in Gisborne on Native land matters. It is not the first nor yet the twentieth time that we have moved ourselves in this direction, but what does it come to? We are good at agitation, but what is it we want? Well, it is not a want of something in the way of Native land legislation, or fixed, or the like; that is a thing we must have a definite object if we are to attain any result. Sufficient for this time is that we can see that the most important thing is to get the Native Land Court to sit continuously amongst us. xyxy=(966,1928,1100,2081)
vrc-text: The following entries have been received in connection with the V.R.C. Meeting:— Newmarket Handicap, three-quarters of a mile—Aldivailoch, Sultan, Mutual, Chieftain, Trefoilde, Bravura, Loafer, Goldstream, Cairassier, Ville, Chevrybud, Moorbank, Agnes, Rothwell, Abrupt, Rufflade, Mentor, Carbine, Fishwife, Baccarousey, Loch Rauder, The Rig, Maine, Gabriels, The Charmer, Dividend, Raute, Churchill, Lord Exchington, Lorrake, Bondstore, Sapient, Tractor, Whakawai, Don Giovanni, Gibbons, Ruffade, Glenbarrow, Sycamore, Ahingen, Bravurat, Fishhub, Autumn, Query, Sail, Hohero, Recall, Favourite, Lady Kelly, Niagara, Marlborough, Rosalind, Ormund, Empires, Don Blaze, Australian Peer, Bow, Australian Peer, Morrison, Lumford, Kennedy, Burridian, Barrier, Faith, Hollyworth, Fiery Shell, Hoist Arrow, Cinderella, Melody, Antaeus, Marion, The Ghost, Domslab, Volley, Vitteria, Victoria, Portbear, Cignette, Second Thought, Stout, Melbourne, Relief, Paddy. Australian Cup, two miles and a quarter—Mozart, Chaldean, Promised Land, Tradition, Leroy, Manton, Gipsy King, Locked, Cuirassier, Stonehenge, Limalds, Mentor, Carbine, Tonsar, Grafton, Tracmen, Maria, Bravo, Whakawai, Don Giovanni, Mentor, Ruadh, Lady Holly, Engelhof, Ben Bolt, Wyndham Boy, Australian Peer, Wycombe, Timotheus, Lamond, Peer Shell, Neat Arrow, Cranbourn, Carlyon, Abercorn, Bonavista, Chunkelit. xyxy=(818,1541,957,1929)
doran-item: NUNS' VEILINGS, SUMMER SERGES xyxy=(183,260,320,270)
joyce-sale: Town and Country Lands for Sale with perfect Titles. xyxy=(338,1243,491,1263)
gs-and: AND xyxy=(405,1294,424,1304)
johnston-heading: R. Johnston & Co., xyxy=(344,1004,485,1022)
column-7 xyxy=(962,36,1104,2094)
draught-text: GENUINE OLD SCOTCH ALE ON DRAUGHT:— 6d a Pint. xyxy=(176,1163,327,1183)
county-council-heading: COUNTY COUNCIL. xyxy=(827,41,948,53)
page-number: 5 xyxy=(1084,4,1092,19)
wingate-burns: WINGATE, BURNS & CO. xyxy=(349,801,480,814)
whisky-text: A Specialty made of Usher's Special Reserve Whisky. xyxy=(176,1120,327,1141)
